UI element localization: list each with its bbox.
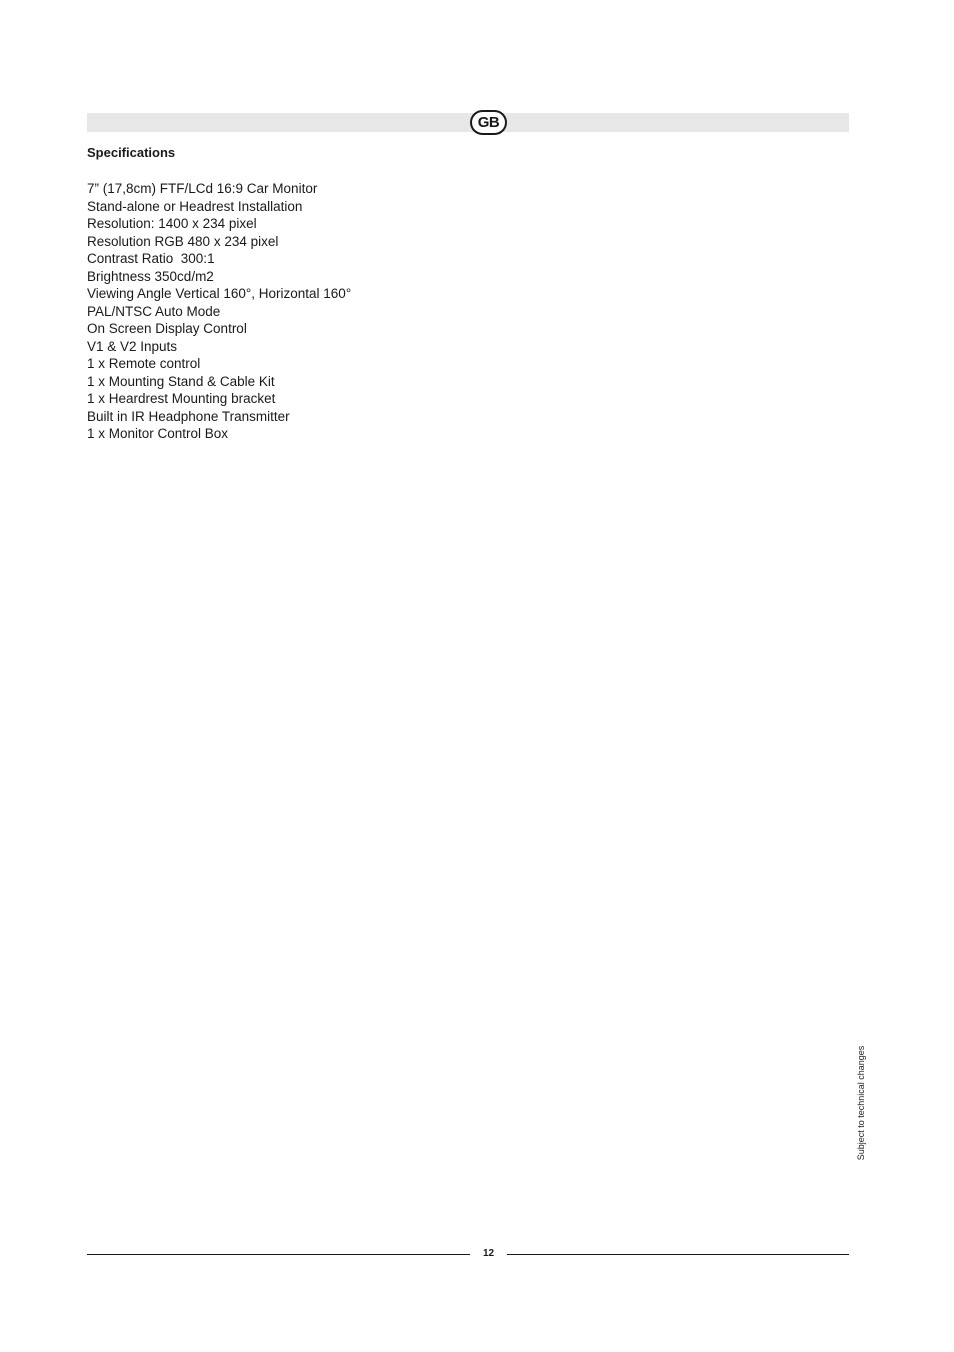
language-badge: GB [470, 110, 507, 135]
spec-item: 1 x Remote control [87, 356, 201, 371]
spec-item: Brightness 350cd/m2 [87, 268, 214, 284]
page-number: 12 [482, 1248, 495, 1259]
spec-item: 1 x Monitor Control Box [87, 426, 229, 441]
footer-rule-right [507, 1254, 849, 1255]
spec-item: 7” (17,8cm) FTF/LCd 16:9 Car Monitor [87, 181, 318, 196]
spec-item: Resolution RGB 480 x 234 pixel [87, 233, 279, 249]
spec-item: V1 & V2 Inputs [87, 338, 178, 354]
side-note: Subject to technical changes [856, 1045, 866, 1161]
specification-list [87, 180, 351, 443]
spec-item: Resolution: 1400 x 234 pixel [87, 216, 257, 231]
section-title: Specifications [87, 145, 176, 160]
spec-item: On Screen Display Control [87, 321, 247, 336]
header-bar [87, 113, 849, 132]
spec-item: Built in IR Headphone Transmitter [87, 408, 290, 424]
spec-item: Stand-alone or Headrest Installation [87, 198, 303, 214]
spec-item: PAL/NTSC Auto Mode [87, 303, 221, 319]
spec-item: Viewing Angle Vertical 160°, Horizontal 160° [87, 286, 352, 301]
spec-item: Contrast Ratio 300:1 [87, 251, 215, 266]
footer-rule-left [87, 1254, 470, 1255]
spec-item: 1 x Mounting Stand & Cable Kit [87, 373, 275, 389]
spec-item: 1 x Heardrest Mounting bracket [87, 391, 276, 406]
